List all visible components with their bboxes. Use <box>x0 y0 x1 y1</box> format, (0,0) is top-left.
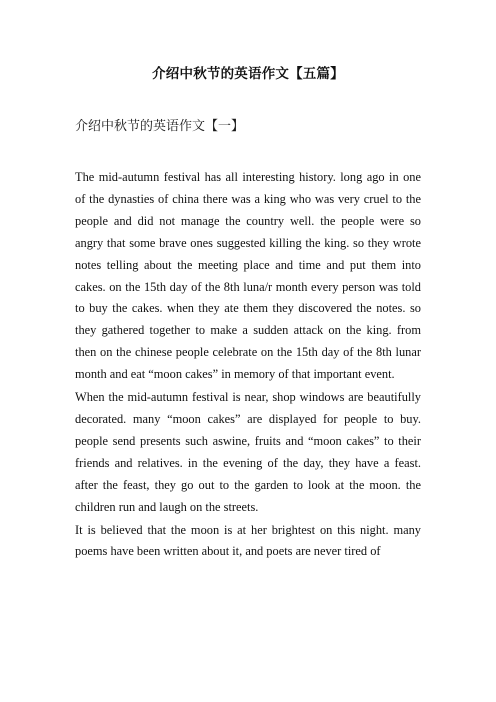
body-text <box>75 167 421 563</box>
document-title: 介绍中秋节的英语作文【五篇】 <box>152 66 344 81</box>
section-heading: 介绍中秋节的英语作文【一】 <box>75 118 245 133</box>
paragraph-moon: It is believed that the moon is at her brightest on this night. many poems have been written about it, and poets are never tired of <box>75 522 421 559</box>
paragraph-celebration: When the mid-autumn festival is near, shop windows are beautifully decorated. many “moon cakes” are displayed for people to buy. people send presents such aswine, fruits and “moon cakes” to their friends and relatives. in the evening of the day, they have a feast. after the feast, they go out to the garden to look at the moon. the children run and laugh on the streets. <box>75 390 421 514</box>
paragraph-history: The mid-autumn festival has all interesting history. long ago in one of the dynasties of china there was a king who was very cruel to the people and did not manage the country well. the people were so angry that some brave ones suggested killing the king. so they wrote notes telling about the meeting place and time and put them into cakes. on the 15th day of the 8th luna/r month every person was told to buy the cakes. when they ate them they discovered the notes. so they gathered together to make a sudden attack on the king. from then on the chinese people celebrate on the 15th day of the 8th lunar month and eat “moon cakes” in memory of that important event. <box>75 170 421 382</box>
